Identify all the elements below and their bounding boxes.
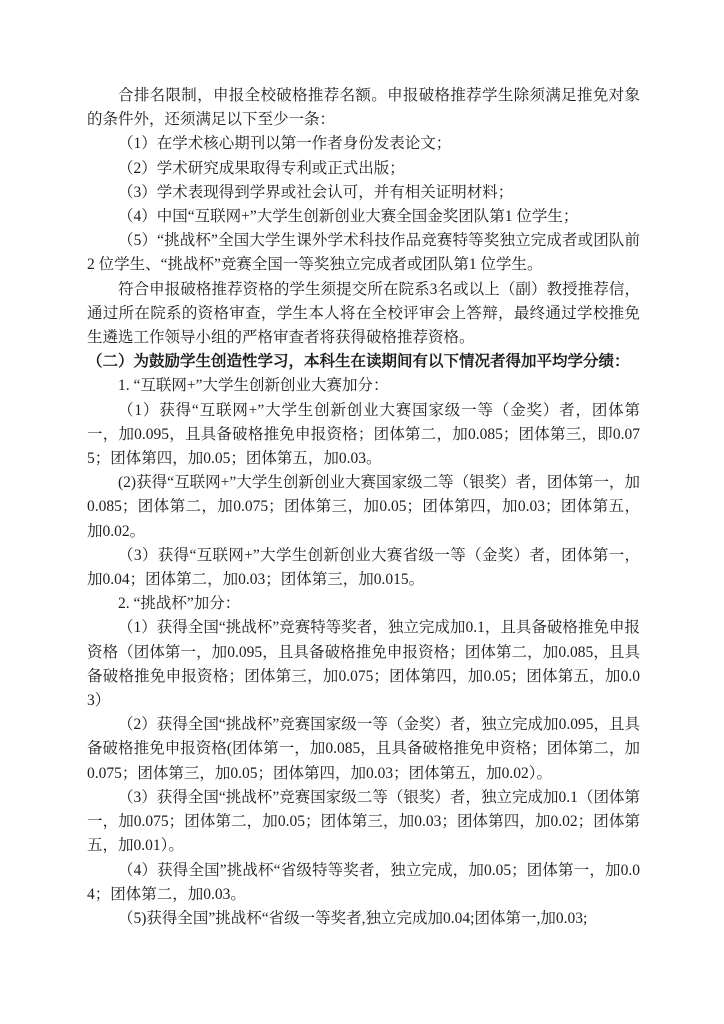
section-heading-2: （二）为鼓励学生创造性学习，本科生在读期间有以下情况者得加平均学分绩： (87, 353, 630, 371)
paragraph-challenge-cup-2: （2）获得全国“挑战杯”竞赛国家级一等（金奖）者，独立完成加0.095，且具备破格推免申报资格(团体第一，加0.085，且具备破格推免申资格；团体第二，加0.075；团体第三，加0.05；团体第四，加0.03；团体第五，加0.02）。 (87, 716, 640, 782)
paragraph-internet-plus-1: （1）获得“互联网+”大学生创新创业大赛国家级一等（金奖）者，团体第一，加0.095，且具备破格推免申报资格；团体第二，加0.085；团体第三，即0.075；团体第四，加0.05；团体第五，加0.03。 (87, 401, 640, 468)
paragraph-condition-4: （4）中国“互联网+”大学生创新创业大赛全国金奖团队第1 位学生； (118, 208, 579, 226)
paragraph-application-process: 符合申报破格推荐资格的学生须提交所在院系3名或以上（副）教授推荐信，通过所在院系的资格审查，学生本人将在全校评审会上答辩，最终通过学校推免生遴选工作领导小组的严格审查者将获得破格推荐资格。 (87, 280, 640, 347)
paragraph-continuation: 合排名限制，申报全校破格推荐名额。申报破格推荐学生除须满足推免对象的条件外，还须满足以下至少一条： (87, 87, 640, 129)
paragraph-challenge-cup-5: （5)获得全国”挑战杯“省级一等奖者,独立完成加0.04;团体第一,加0.03; (118, 909, 588, 927)
paragraph-internet-plus-3: （3）获得“互联网+”大学生创新创业大赛省级一等（金奖）者，团体第一，加0.04；团体第二，加0.03；团体第三，加0.015。 (87, 546, 640, 589)
paragraph-challenge-cup-4: （4）获得全国”挑战杯“省级特等奖者，独立完成，加0.05；团体第一，加0.04；团体第二，加0.03。 (87, 861, 640, 903)
paragraph-condition-1: （1）在学术核心期刊以第一作者身份发表论文； (118, 135, 452, 153)
paragraph-condition-5: （5）“挑战杯”全国大学生课外学术科技作品竞赛特等奖独立完成者或团队前2 位学生、“挑战杯”竞赛全国一等奖独立完成者或团队第1 位学生。 (87, 232, 640, 274)
paragraph-challenge-cup-3: （3）获得全国“挑战杯”竞赛国家级二等（银奖）者，独立完成加0.1（团体第一，加0.075；团体第二，加0.05；团体第三，加0.03；团体第四，加0.02；团体第五，加0.01）。 (87, 788, 640, 855)
paragraph-challenge-cup-1: （1）获得全国“挑战杯”竞赛特等奖者，独立完成加0.1，且具备破格推免申报资格（团体第一，加0.095，且具备破格推免申报资格；团体第二，加0.085，且具备破格推免申报资格；团体第三，加0.075；团体第四，加0.05；团体第五，加0.03） (87, 619, 640, 710)
paragraph-challenge-cup-title: 2. “挑战杯”加分： (118, 595, 241, 613)
paragraph-internet-plus-title: 1. “互联网+”大学生创新创业大赛加分： (118, 377, 389, 395)
paragraph-condition-2: （2）学术研究成果取得专利或正式出版； (118, 159, 405, 177)
paragraph-internet-plus-2: (2)获得“互联网+”大学生创新创业大赛国家级二等（银奖）者，团体第一，加0.085；团体第二，加0.075；团体第三，加0.05；团体第四，加0.03；团体第五，加0.02。 (87, 474, 640, 540)
paragraph-condition-3: （3）学术表现得到学界或社会认可，并有相关证明材料； (118, 183, 514, 201)
document-body (87, 84, 640, 931)
